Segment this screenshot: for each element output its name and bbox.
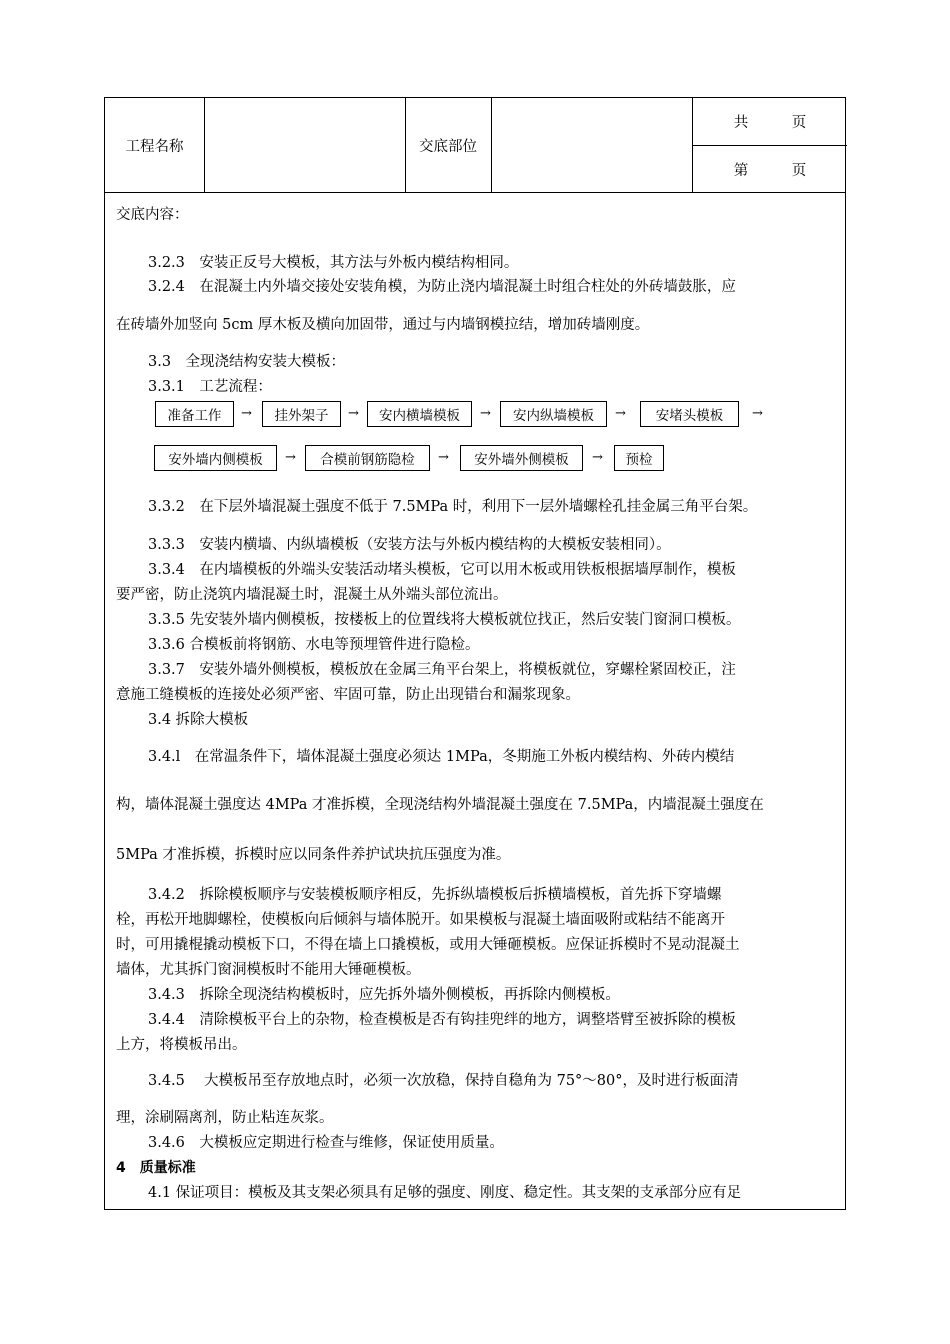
header-table	[105, 98, 845, 193]
text-line: 3.2.3 安装正反号大模板，其方法与外板内模结构相同。	[148, 255, 519, 271]
arrow-icon: →	[615, 406, 626, 421]
text-line: 3.3.5 先安装外墙内侧模板，按楼板上的位置线将大模板就位找正，然后安装门窗洞口模板。	[148, 612, 741, 628]
text-line: 3.4 拆除大模板	[148, 712, 249, 728]
arrow-icon: →	[752, 406, 763, 421]
text-line: 4.1 保证项目：模板及其支架必须具有足够的强度、刚度、稳定性。其支架的支承部分应有足	[148, 1185, 742, 1201]
flow-step: 安内横墙模板	[367, 401, 472, 427]
text-line: 3.4.6 大模板应定期进行检查与维修，保证使用质量。	[148, 1135, 504, 1151]
project-name-value	[205, 98, 405, 192]
text-line: 3.3.1 工艺流程：	[148, 379, 272, 395]
arrow-icon: →	[438, 450, 449, 465]
flow-step: 挂外架子	[262, 401, 341, 427]
text-line: 上方，将模板吊出。	[116, 1037, 247, 1053]
text-line: 3.4.3 拆除全现浇结构模板时，应先拆外墙外侧模板，再拆除内侧模板。	[148, 987, 620, 1003]
text-line: 3.4.4 清除模板平台上的杂物，检查模板是否有钩挂兜绊的地方，调整塔臂至被拆除的模板	[148, 1012, 736, 1028]
flow-step: 合模前钢筋隐检	[305, 445, 430, 471]
part-label: 交底部位	[419, 138, 477, 155]
text-line: 3.4.2 拆除模板顺序与安装模板顺序相反，先拆纵墙模板后拆横墙模板，首先拆下穿墙螺	[148, 887, 722, 903]
part-value	[492, 98, 692, 192]
page-number: 第 页	[733, 162, 807, 179]
text-line: 3.4.l 在常温条件下，墙体混凝土强度必须达 1MPa，冬期施工外板内模结构、外砖内模结	[148, 749, 735, 765]
text-line: 要严密，防止浇筑内墙混凝土时，混凝土从外端头部位流出。	[116, 587, 508, 603]
text-line: 3.3.4 在内墙模板的外端头安装活动堵头模板，它可以用木板或用铁板根据墙厚制作，模板	[148, 562, 736, 578]
text-line: 意施工缝模板的连接处必须严密、牢固可靠，防止出现错台和漏浆现象。	[116, 687, 580, 703]
content-label: 交底内容：	[116, 207, 189, 223]
text-line: 时，可用撬棍撬动模板下口，不得在墙上口撬模板，或用大锤砸模板。应保证拆模时不晃动混凝土	[116, 937, 740, 953]
flow-step: 安堵头模板	[640, 401, 739, 427]
project-name-label: 工程名称	[125, 138, 184, 155]
text-line: 3.4.5 大模板吊至存放地点时，必须一次放稳，保持自稳角为 75°～80°，及时进行板面清	[148, 1073, 739, 1089]
text-line: 墙体，尤其拆门窗洞模板时不能用大锤砸模板。	[116, 962, 421, 978]
total-pages: 共 页	[733, 115, 807, 131]
text-line: 5MPa 才准拆模，拆模时应以同条件养护试块抗压强度为准。	[116, 847, 511, 863]
text-line: 3.3.3 安装内横墙、内纵墙模板（安装方法与外板内模结构的大模板安装相同）。	[148, 537, 671, 553]
text-line: 3.3.6 合模板前将钢筋、水电等预埋管件进行隐检。	[148, 637, 480, 653]
text-line: 3.3 全现浇结构安装大模板：	[148, 354, 346, 370]
text-line: 3.3.7 安装外墙外侧模板，模板放在金属三角平台架上，将模板就位，穿螺栓紧固校正，注	[148, 662, 736, 678]
arrow-icon: →	[285, 450, 296, 465]
arrow-icon: →	[348, 406, 359, 421]
text-line: 理，涂刷隔离剂，防止粘连灰浆。	[116, 1110, 334, 1126]
text-line: 栓，再松开地脚螺栓，使模板向后倾斜与墙体脱开。如果模板与混凝土墙面吸附或粘结不能离开	[116, 912, 725, 928]
arrow-icon: →	[480, 406, 491, 421]
text-line: 3.3.2 在下层外墙混凝土强度不低于 7.5MPa 时，利用下一层外墙螺栓孔挂金属三角平台架。	[148, 499, 758, 515]
section-heading: 4 质量标准	[116, 1160, 196, 1176]
arrow-icon: →	[592, 450, 603, 465]
flow-step: 安外墙外侧模板	[460, 445, 583, 471]
flow-step: 安外墙内侧模板	[154, 445, 277, 471]
text-line: 构，墙体混凝土强度达 4MPa 才准拆模，全现浇结构外墙混凝土强度在 7.5MPa，内墙混凝土强度在	[116, 797, 764, 813]
flow-step: 安内纵墙模板	[500, 401, 607, 427]
text-line: 3.2.4 在混凝土内外墙交接处安装角模，为防止浇内墙混凝土时组合柱处的外砖墙鼓胀，应	[148, 279, 736, 295]
arrow-icon: →	[241, 406, 252, 421]
text-line: 在砖墙外加竖向 5cm 厚木板及横向加固带，通过与内墙钢模拉结，增加砖墙刚度。	[116, 317, 650, 333]
flow-step: 预检	[614, 445, 664, 471]
flow-step: 准备工作	[155, 401, 234, 427]
